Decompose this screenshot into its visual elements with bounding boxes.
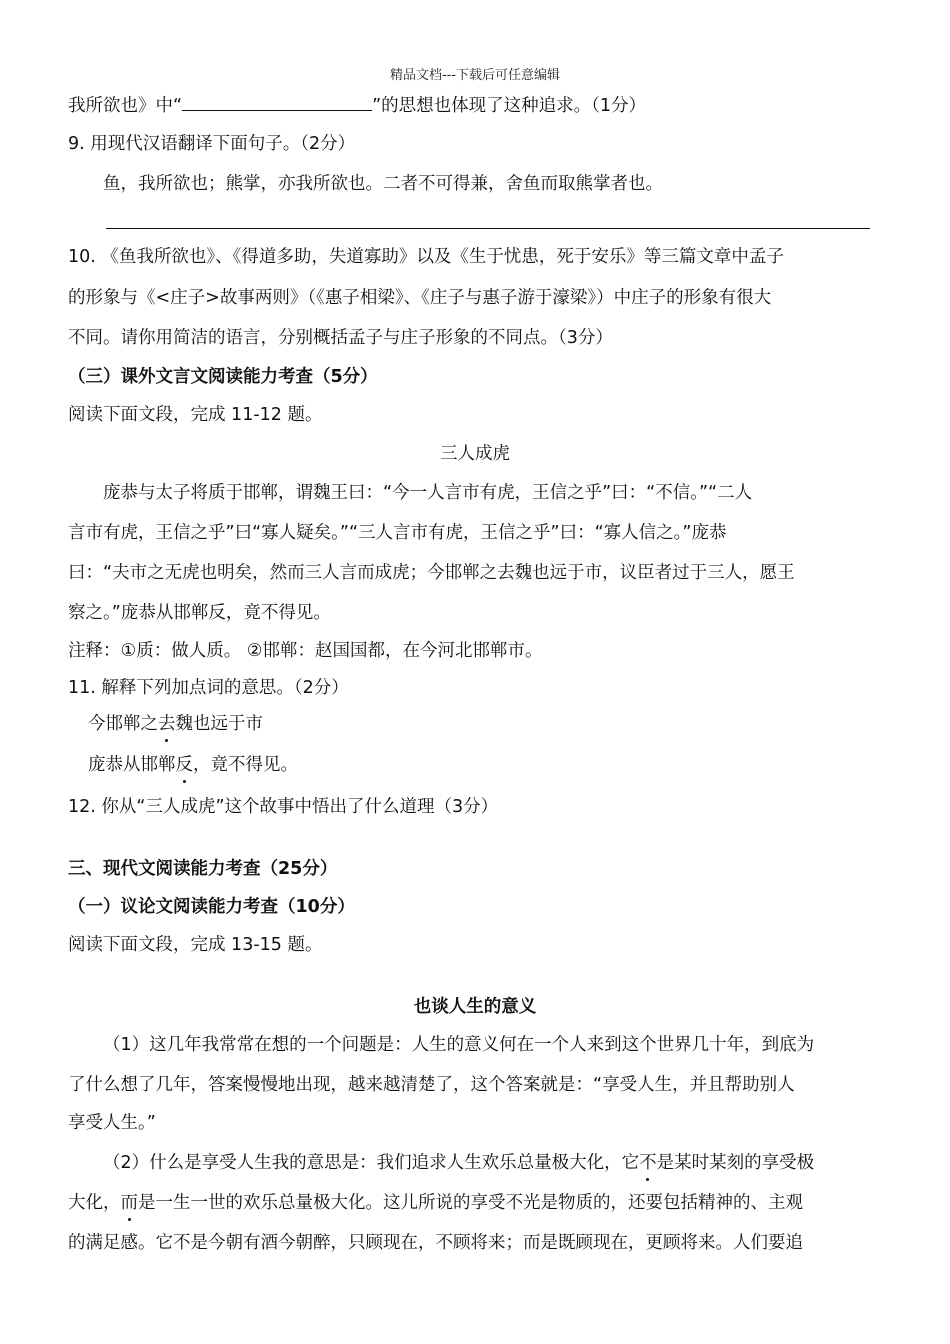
essay-p1-line1: （1）这几年我常常在想的一个问题是：人生的意义何在一个人来到这个世界几十年，到底为: [103, 1035, 815, 1055]
q11-item1-post: 魏也远于市: [175, 714, 263, 734]
q10-line1: 10. 《鱼我所欲也》、《得道多助，失道寡助》以及《生于忧患，死于安乐》等三篇文章中孟子: [68, 247, 784, 267]
dotted-word-fan: 反: [175, 755, 193, 775]
q11-item2-pre: 庞恭从邯郸: [88, 755, 176, 775]
dotted-word-bu: 不: [639, 1153, 657, 1173]
answer-blank: [182, 94, 372, 111]
q9-sentence: 鱼，我所欲也；熊掌，亦我所欲也。二者不可得兼，舍鱼而取熊掌者也。: [103, 174, 663, 194]
passage-title-sanrenchenghu: 三人成虎: [440, 444, 510, 464]
essay-p2-line2-pre: 大化，: [68, 1193, 121, 1213]
part3-heading: 三、现代文阅读能力考查（25分）: [68, 859, 338, 879]
dotted-word-er: 而: [120, 1193, 138, 1213]
q10-line2: 的形象与《<庄子>故事两则》（《惠子相梁》、《庄子与惠子游于濠梁》）中庄子的形象有很大: [68, 288, 772, 308]
essay-p1-line3: 享受人生。”: [68, 1113, 156, 1133]
q11-prompt: 11. 解释下列加点词的意思。（2分）: [68, 678, 349, 698]
essay-p2-line1-pre: （2）什么是享受人生我的意思是：我们追求人生欢乐总量极大化，它: [103, 1153, 640, 1173]
section-heading-classical: （三）课外文言文阅读能力考查（5分）: [68, 367, 378, 387]
part3-sub-heading: （一）议论文阅读能力考查（10分）: [68, 897, 355, 917]
q8-tail-before: 我所欲也》中“: [68, 96, 183, 116]
q8-tail-after: ”的思想也体现了这种追求。（1分）: [372, 96, 647, 116]
passage-notes: 注释：①质：做人质。 ②邯郸：赵国国都，在今河北邯郸市。: [68, 641, 543, 661]
essay-p1-line2: 了什么想了几年，答案慢慢地出现，越来越清楚了，这个答案就是：“享受人生，并且帮助别人: [68, 1075, 795, 1095]
page-header: 精品文档---下载后可任意编辑: [389, 68, 561, 83]
q8-tail-line: [68, 94, 646, 118]
q11-item1: [88, 712, 263, 736]
q12-prompt: 12. 你从“三人成虎”这个故事中悟出了什么道理（3分）: [68, 797, 499, 817]
q9-prompt: 9. 用现代汉语翻译下面句子。（2分）: [68, 134, 356, 154]
passage-line4: 察之。”庞恭从邯郸反，竟不得见。: [68, 603, 331, 623]
passage-line2: 言市有虎，王信之乎”曰“寡人疑矣。”“三人言市有虎，王信之乎”曰：“寡人信之。”庞恭: [68, 523, 727, 543]
passage-line3: 曰：“夫市之无虎也明矣，然而三人言而成虎；今邯郸之去魏也远于市，议臣者过于三人，愿王: [68, 563, 795, 583]
instruction-11-12: 阅读下面文段，完成 11-12 题。: [68, 405, 323, 425]
essay-p2-line1: [103, 1151, 814, 1175]
essay-title: 也谈人生的意义: [413, 997, 537, 1017]
answer-line: [106, 228, 870, 229]
q10-line3: 不同。请你用简洁的语言，分别概括孟子与庄子形象的不同点。（3分）: [68, 328, 613, 348]
q11-item1-pre: 今邯郸之: [88, 714, 158, 734]
q11-item2-post: ，竟不得见。: [193, 755, 298, 775]
passage-line1: 庞恭与太子将质于邯郸，谓魏王曰：“今一人言市有虎，王信之乎”曰：“不信。”“二人: [103, 483, 753, 503]
q11-item2: [88, 753, 298, 777]
essay-p2-line3: 的满足感。它不是今朝有酒今朝醉，只顾现在，不顾将来；而是既顾现在，更顾将来。人们要追: [68, 1233, 803, 1253]
essay-p2-line2-post: 是一生一世的欢乐总量极大化。这儿所说的享受不光是物质的，还要包括精神的、主观: [138, 1193, 803, 1213]
instruction-13-15: 阅读下面文段，完成 13-15 题。: [68, 935, 323, 955]
essay-p2-line2: [68, 1191, 803, 1215]
essay-p2-line1-post: 是某时某刻的享受极: [656, 1153, 815, 1173]
dotted-word-qu: 去: [158, 714, 176, 734]
